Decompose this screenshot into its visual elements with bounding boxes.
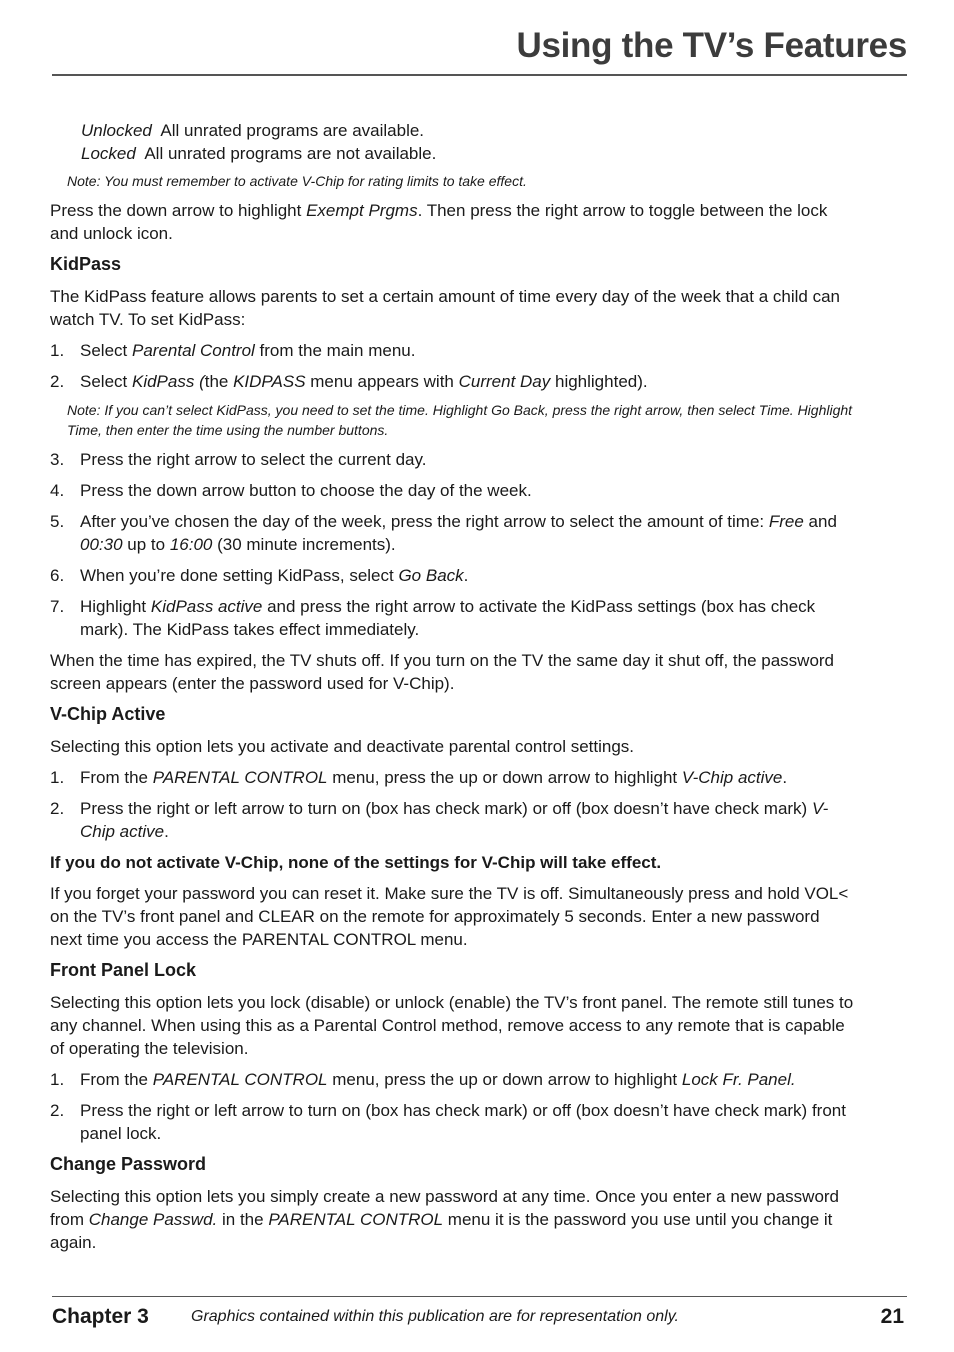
- kidpass-intro: The KidPass feature allows parents to set a certain amount of time every day of the week that a child can watch TV. To set KidPass:: [50, 287, 840, 329]
- password-reset-paragraph: If you forget your password you can reset it. Make sure the TV is off. Simultaneously press and hold VOL< on the TV’s front panel and CLEAR on the remote for approximately 5 seconds. Enter a new password next time you access the PARENTAL CONTROL menu.: [50, 884, 849, 949]
- vchip-steps: [50, 766, 855, 843]
- kidpass-outro: When the time has expired, the TV shuts off. If you turn on the TV the same day it shut off, the password screen appears (enter the password used for V-Chip).: [50, 651, 835, 693]
- unlocked-definition: [81, 119, 855, 142]
- text: Press the down arrow to highlight: [50, 201, 307, 220]
- list-item: [50, 595, 855, 641]
- page-content: [50, 119, 855, 1262]
- kidpass-note: Note: If you can’t select KidPass, you need to set the time. Highlight Go Back, press the right arrow, then select Time. Highlight Time, then enter the time using the number buttons.: [67, 402, 853, 438]
- list-item: [50, 1068, 855, 1091]
- step-number: 4.: [50, 481, 65, 500]
- text: PARENTAL CONTROL: [268, 1210, 444, 1229]
- text: When you’re done setting KidPass, select: [80, 566, 399, 585]
- exempt-paragraph: [50, 199, 855, 245]
- text: highlighted).: [550, 372, 648, 391]
- text: (30 minute increments).: [212, 535, 396, 554]
- text: Free: [768, 512, 804, 531]
- vchip-warning: If you do not activate V-Chip, none of the settings for V-Chip will take effect.: [50, 853, 662, 872]
- step-number: 2.: [50, 1101, 65, 1120]
- text: Select: [80, 372, 132, 391]
- page-number: 21: [880, 1305, 904, 1328]
- text: From the: [80, 1070, 153, 1089]
- footer-rule: [52, 1296, 907, 1297]
- text: Press the down arrow button to choose the day of the week.: [80, 481, 532, 500]
- step-number: 2.: [50, 372, 65, 391]
- text: menu appears with: [305, 372, 459, 391]
- vchip-heading: V-Chip Active: [50, 704, 166, 724]
- vchip-note: Note: You must remember to activate V-Chip for rating limits to take effect.: [67, 173, 527, 189]
- locked-term: Locked: [81, 144, 136, 163]
- step-number: 1.: [50, 768, 65, 787]
- text: Select: [80, 341, 132, 360]
- text: 00:30: [80, 535, 123, 554]
- text: .: [463, 566, 469, 585]
- text: From the: [80, 768, 153, 787]
- text: Current Day: [458, 372, 551, 391]
- text: V-Chip active: [681, 768, 783, 787]
- kidpass-steps-a: [50, 339, 855, 393]
- text: 16:00: [169, 535, 213, 554]
- text: PARENTAL CONTROL: [152, 1070, 328, 1089]
- text: Press the right arrow to select the current day.: [80, 450, 427, 469]
- text: KidPass active: [150, 597, 263, 616]
- list-item: [50, 564, 855, 587]
- text: and press the right arrow to activate the KidPass settings (box has check mark). The KidPass takes effect immediately.: [80, 597, 816, 639]
- front-panel-intro: Selecting this option lets you lock (disable) or unlock (enable) the TV’s front panel. The remote still tunes to any channel. When using this as a Parental Control method, remove access to any remote that is capable of operating the television.: [50, 993, 854, 1058]
- text: Lock Fr. Panel.: [681, 1070, 796, 1089]
- step-number: 2.: [50, 799, 65, 818]
- text: Highlight: [80, 597, 151, 616]
- text: PARENTAL CONTROL: [152, 768, 328, 787]
- footer-chapter: Chapter 3: [52, 1305, 149, 1328]
- step-number: 7.: [50, 597, 65, 616]
- list-item: [50, 766, 855, 789]
- text: .: [164, 822, 169, 841]
- list-item: [50, 370, 855, 393]
- step-number: 3.: [50, 450, 65, 469]
- text: KIDPASS: [233, 372, 306, 391]
- page-title: Using the TV’s Features: [516, 26, 907, 65]
- locked-description: All unrated programs are not available.: [144, 144, 437, 163]
- text: V-Chip active: [80, 799, 829, 841]
- header-rule: [52, 74, 907, 76]
- change-password-heading: Change Password: [50, 1154, 207, 1174]
- list-item: [50, 448, 855, 471]
- unlocked-term: Unlocked: [81, 121, 152, 140]
- step-number: 5.: [50, 512, 65, 531]
- text: Go Back: [398, 566, 464, 585]
- locked-definition: [81, 142, 855, 165]
- text: After you’ve chosen the day of the week, press the right arrow to select the amount of time:: [80, 512, 769, 531]
- footer-note: Graphics contained within this publication are for representation only.: [191, 1308, 679, 1325]
- text: Press the right or left arrow to turn on (box has check mark) or off (box doesn’t have check mark): [80, 799, 812, 818]
- front-panel-steps: [50, 1068, 855, 1145]
- kidpass-steps-b: [50, 448, 855, 641]
- text: Selecting this option lets you simply create a new password at any time. Once you enter a new password from: [50, 1187, 840, 1229]
- vchip-intro: Selecting this option lets you activate and deactivate parental control settings.: [50, 737, 635, 756]
- text: Press the right or left arrow to turn on (box has check mark) or off (box doesn’t have check mark) front panel lock.: [80, 1101, 846, 1143]
- text: from the main menu.: [254, 341, 416, 360]
- list-item: [50, 339, 855, 362]
- step-number: 1.: [50, 1070, 65, 1089]
- text: menu it is the password you use until you change it again.: [50, 1210, 833, 1252]
- text: Change Passwd.: [88, 1210, 218, 1229]
- text: up to: [122, 535, 170, 554]
- exempt-prgms-term: Exempt Prgms: [306, 201, 418, 220]
- kidpass-heading: KidPass: [50, 254, 122, 274]
- text: KidPass (: [131, 372, 205, 391]
- list-item: [50, 797, 855, 843]
- front-panel-heading: Front Panel Lock: [50, 960, 197, 980]
- list-item: [50, 510, 855, 556]
- step-number: 1.: [50, 341, 65, 360]
- text: menu, press the up or down arrow to highlight: [327, 1070, 682, 1089]
- step-number: 6.: [50, 566, 65, 585]
- text: menu, press the up or down arrow to highlight: [327, 768, 682, 787]
- text: . Then press the right arrow to toggle between the lock and unlock icon.: [50, 201, 828, 243]
- text: and: [803, 512, 837, 531]
- unlocked-description: All unrated programs are available.: [160, 121, 425, 140]
- text: Parental Control: [131, 341, 255, 360]
- text: .: [782, 768, 788, 787]
- change-password-paragraph: [50, 1185, 855, 1254]
- list-item: [50, 479, 855, 502]
- list-item: [50, 1099, 855, 1145]
- text: in the: [217, 1210, 269, 1229]
- text: the: [204, 372, 234, 391]
